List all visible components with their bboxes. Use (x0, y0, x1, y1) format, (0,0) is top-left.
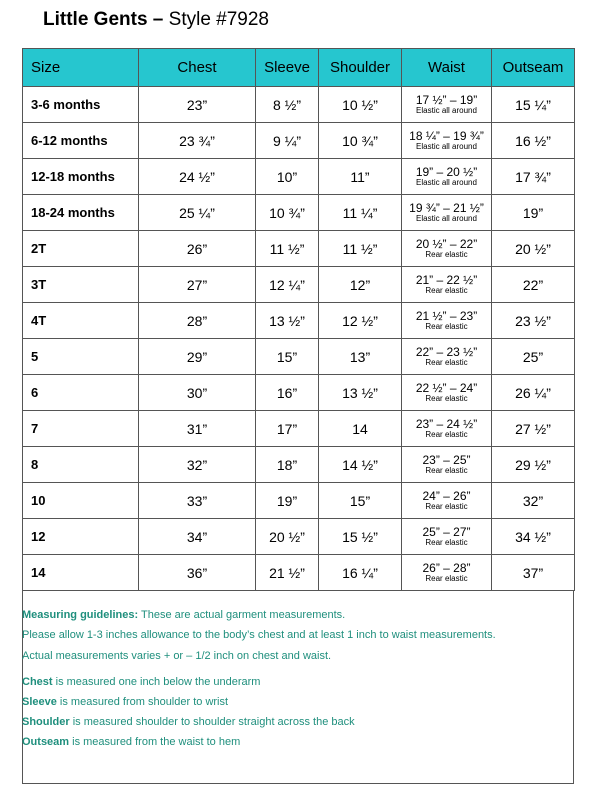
cell-outseam: 22” (492, 267, 575, 303)
cell-chest: 29” (139, 339, 256, 375)
guidelines-line-3: Actual measurements varies + or – 1/2 inch on chest and waist. (22, 650, 332, 662)
header-shoulder: Shoulder (319, 49, 402, 87)
waist-elastic-note: Elastic all around (416, 177, 477, 187)
style-number: Style #7928 (168, 9, 269, 30)
cell-sleeve: 17” (256, 411, 319, 447)
header-sleeve: Sleeve (256, 49, 319, 87)
cell-chest: 23” (139, 87, 256, 123)
cell-chest: 24 ½” (139, 159, 256, 195)
cell-size: 12-18 months (23, 159, 139, 195)
waist-range: 26” – 28” (422, 560, 471, 575)
cell-waist (402, 303, 492, 339)
table-row (23, 339, 575, 375)
cell-size: 3-6 months (23, 87, 139, 123)
table-row (23, 555, 575, 591)
table-row (23, 519, 575, 555)
cell-sleeve: 10” (256, 159, 319, 195)
definition-text: is measured shoulder to shoulder straight across the back (69, 716, 355, 728)
cell-chest: 26” (139, 231, 256, 267)
waist-range: 19” – 20 ½” (415, 164, 478, 179)
cell-chest: 33” (139, 483, 256, 519)
waist-elastic-note: Rear elastic (425, 537, 468, 547)
cell-waist (402, 123, 492, 159)
waist-elastic-note: Rear elastic (425, 465, 468, 475)
cell-sleeve: 9 ¼” (256, 123, 319, 159)
cell-shoulder: 12” (319, 267, 402, 303)
cell-sleeve: 20 ½” (256, 519, 319, 555)
table-row (23, 267, 575, 303)
table-row (23, 375, 575, 411)
cell-chest: 25 ¼” (139, 195, 256, 231)
waist-elastic-note: Elastic all around (416, 105, 477, 115)
cell-shoulder: 14 ½” (319, 447, 402, 483)
waist-elastic-note: Rear elastic (425, 321, 468, 331)
table-row (23, 231, 575, 267)
cell-waist (402, 555, 492, 591)
cell-waist (402, 411, 492, 447)
guidelines-line-1 (22, 609, 345, 621)
header-chest: Chest (139, 49, 256, 87)
cell-size: 10 (23, 483, 139, 519)
cell-sleeve: 18” (256, 447, 319, 483)
cell-shoulder: 13 ½” (319, 375, 402, 411)
cell-chest: 36” (139, 555, 256, 591)
page-title (43, 9, 269, 31)
cell-outseam: 32” (492, 483, 575, 519)
cell-size: 14 (23, 555, 139, 591)
cell-shoulder: 14 (319, 411, 402, 447)
waist-elastic-note: Rear elastic (425, 501, 468, 511)
waist-elastic-note: Rear elastic (425, 393, 468, 403)
table-row (23, 123, 575, 159)
cell-size: 18-24 months (23, 195, 139, 231)
header-outseam: Outseam (492, 49, 575, 87)
waist-range: 20 ½” – 22” (415, 236, 478, 251)
waist-elastic-note: Elastic all around (416, 213, 477, 223)
table-row (23, 411, 575, 447)
cell-size: 4T (23, 303, 139, 339)
waist-elastic-note: Rear elastic (425, 249, 468, 259)
cell-shoulder: 11 ½” (319, 231, 402, 267)
cell-outseam: 15 ¼” (492, 87, 575, 123)
cell-waist (402, 267, 492, 303)
waist-range: 22” – 23 ½” (415, 344, 478, 359)
cell-sleeve: 19” (256, 483, 319, 519)
waist-range: 24” – 26” (422, 488, 471, 503)
cell-size: 6-12 months (23, 123, 139, 159)
cell-chest: 27” (139, 267, 256, 303)
cell-shoulder: 10 ½” (319, 87, 402, 123)
cell-sleeve: 8 ½” (256, 87, 319, 123)
cell-outseam: 37” (492, 555, 575, 591)
cell-size: 6 (23, 375, 139, 411)
size-chart-table (22, 48, 575, 591)
cell-outseam: 26 ¼” (492, 375, 575, 411)
cell-shoulder: 13” (319, 339, 402, 375)
guidelines-heading-text: These are actual garment measurements. (138, 609, 346, 621)
cell-outseam: 23 ½” (492, 303, 575, 339)
definition-text: is measured one inch below the underarm (52, 676, 261, 688)
definition-text: is measured from the waist to hem (69, 736, 241, 748)
cell-waist (402, 375, 492, 411)
waist-range: 19 ¾” – 21 ½” (409, 200, 484, 215)
cell-shoulder: 10 ¾” (319, 123, 402, 159)
header-waist: Waist (402, 49, 492, 87)
cell-shoulder: 11 ¼” (319, 195, 402, 231)
cell-sleeve: 16” (256, 375, 319, 411)
definition-outseam (22, 736, 240, 748)
waist-range: 23” – 25” (422, 452, 471, 467)
cell-waist (402, 339, 492, 375)
cell-shoulder: 11” (319, 159, 402, 195)
cell-sleeve: 13 ½” (256, 303, 319, 339)
cell-outseam: 16 ½” (492, 123, 575, 159)
definition-chest (22, 676, 260, 688)
definition-shoulder (22, 716, 355, 728)
waist-range: 17 ½” – 19” (415, 92, 478, 107)
waist-range: 25” – 27” (422, 524, 471, 539)
cell-sleeve: 21 ½” (256, 555, 319, 591)
waist-range: 22 ½” – 24” (415, 380, 478, 395)
table-row (23, 87, 575, 123)
definition-term: Chest (22, 676, 53, 688)
cell-chest: 32” (139, 447, 256, 483)
waist-elastic-note: Rear elastic (425, 429, 468, 439)
cell-outseam: 19” (492, 195, 575, 231)
cell-waist (402, 195, 492, 231)
waist-elastic-note: Rear elastic (425, 573, 468, 583)
cell-shoulder: 15” (319, 483, 402, 519)
cell-shoulder: 12 ½” (319, 303, 402, 339)
cell-outseam: 27 ½” (492, 411, 575, 447)
cell-waist (402, 519, 492, 555)
cell-waist (402, 87, 492, 123)
definition-term: Sleeve (22, 696, 57, 708)
cell-sleeve: 15” (256, 339, 319, 375)
brand-name: Little Gents – (43, 9, 164, 30)
waist-elastic-note: Rear elastic (425, 357, 468, 367)
cell-outseam: 29 ½” (492, 447, 575, 483)
guidelines-line-2: Please allow 1-3 inches allowance to the body’s chest and at least 1 inch to waist measurements. (22, 629, 496, 641)
definition-term: Outseam (22, 736, 70, 748)
cell-chest: 23 ¾” (139, 123, 256, 159)
definition-term: Shoulder (22, 716, 70, 728)
cell-outseam: 20 ½” (492, 231, 575, 267)
guidelines-heading: Measuring guidelines: (22, 609, 139, 621)
header-size: Size (23, 49, 139, 87)
cell-waist (402, 483, 492, 519)
waist-range: 21 ½” – 23” (415, 308, 478, 323)
cell-size: 3T (23, 267, 139, 303)
cell-sleeve: 12 ¼” (256, 267, 319, 303)
definition-text: is measured from shoulder to wrist (56, 696, 229, 708)
waist-range: 18 ¼” – 19 ¾” (409, 128, 484, 143)
cell-chest: 30” (139, 375, 256, 411)
table-row (23, 303, 575, 339)
cell-size: 5 (23, 339, 139, 375)
table-header-row (23, 49, 575, 87)
waist-elastic-note: Rear elastic (425, 285, 468, 295)
cell-waist (402, 159, 492, 195)
cell-waist (402, 447, 492, 483)
cell-outseam: 34 ½” (492, 519, 575, 555)
definition-sleeve (22, 696, 228, 708)
cell-sleeve: 10 ¾” (256, 195, 319, 231)
table-row (23, 483, 575, 519)
cell-sleeve: 11 ½” (256, 231, 319, 267)
cell-chest: 34” (139, 519, 256, 555)
cell-waist (402, 231, 492, 267)
cell-outseam: 17 ¾” (492, 159, 575, 195)
table-row (23, 159, 575, 195)
cell-size: 8 (23, 447, 139, 483)
cell-size: 12 (23, 519, 139, 555)
cell-chest: 31” (139, 411, 256, 447)
cell-outseam: 25” (492, 339, 575, 375)
cell-shoulder: 16 ¼” (319, 555, 402, 591)
waist-range: 23” – 24 ½” (415, 416, 478, 431)
cell-size: 7 (23, 411, 139, 447)
cell-shoulder: 15 ½” (319, 519, 402, 555)
cell-size: 2T (23, 231, 139, 267)
cell-chest: 28” (139, 303, 256, 339)
waist-range: 21” – 22 ½” (415, 272, 478, 287)
waist-elastic-note: Elastic all around (416, 141, 477, 151)
table-row (23, 195, 575, 231)
table-row (23, 447, 575, 483)
